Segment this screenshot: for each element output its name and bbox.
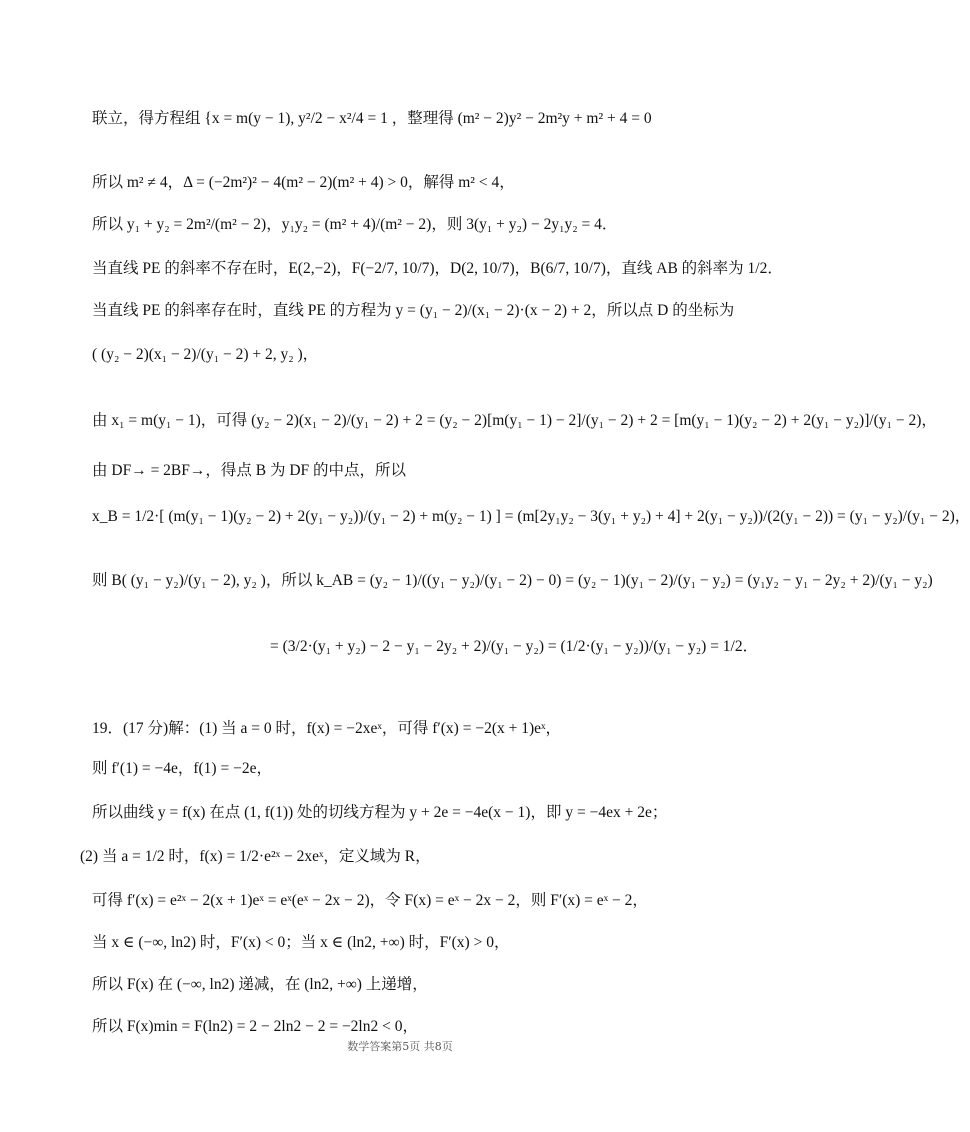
text-line-monotonicity-sign: 当 x ∈ (−∞, ln2) 时，F′(x) < 0；当 x ∈ (ln2, +∞) 时，F′(x) > 0， (92, 934, 510, 951)
text-line-monotonicity: 所以 F(x) 在 (−∞, ln2) 递减，在 (ln2, +∞) 上递增， (92, 976, 428, 993)
text-line-xb: x_B = 1/2·[ (m(y₁ − 1)(y₂ − 2) + 2(y₁ − y₂))/(y₁ − 2) + m(y₂ − 1) ] = (m[2y₁y₂ − 3(y₁ + y₂) + 4] + 2(y₁ − y₂))/(2(y₁ − 2)) = (y₁ − y₂)/(y₁ − 2)， (92, 508, 970, 525)
text-line-substitution: 由 x₁ = m(y₁ − 1)，可得 (y₂ − 2)(x₁ − 2)/(y₁ − 2) + 2 = (y₂ − 2)[m(y₁ − 1) − 2]/(y₁ − 2) + 2 = [m(y₁ − 1)(y₂ − 2) + 2(y₁ − y₂)]/(y₁ − 2)， (92, 412, 937, 429)
text-line-line-pe-equation: 当直线 PE 的斜率存在时，直线 PE 的方程为 y = (y₁ − 2)/(x₁ − 2)·(x − 2) + 2，所以点 D 的坐标为 (92, 302, 735, 319)
text-line-slope-undefined: 当直线 PE 的斜率不存在时，E(2,−2)，F(−2/7, 10/7)，D(2, 10/7)，B(6/7, 10/7)，直线 AB 的斜率为 1/2． (92, 260, 783, 277)
text-line-vieta: 所以 y₁ + y₂ = 2m²/(m² − 2)，y₁y₂ = (m² + 4)/(m² − 2)，则 3(y₁ + y₂) − 2y₁y₂ = 4． (92, 216, 618, 233)
text-line-kab: 则 B( (y₁ − y₂)/(y₁ − 2), y₂ )，所以 k_AB = (y₂ − 1)/((y₁ − y₂)/(y₁ − 2) − 0) = (y₂ − 1)(y₁ − 2)/(y₁ − y₂) = (y₁y₂ − y₁ − 2y₂ + 2)/(y₁ − y₂) (92, 572, 933, 589)
text-line-discriminant: 所以 m² ≠ 4，Δ = (−2m²)² − 4(m² − 2)(m² + 4) > 0，解得 m² < 4， (92, 174, 515, 191)
text-line-q19-part2: (2) 当 a = 1/2 时，f(x) = 1/2·e²ˣ − 2xeˣ，定义域为 R， (80, 848, 431, 865)
text-line-system-of-equations: 联立，得方程组 {x = m(y − 1), y²/2 − x²/4 = 1 ，整理得 (m² − 2)y² − 2m²y + m² + 4 = 0 (92, 110, 652, 127)
page-footer: 数学答案第5页 共8页 (347, 1040, 453, 1053)
text-line-fprime: 可得 f′(x) = e²ˣ − 2(x + 1)eˣ = eˣ(eˣ − 2x − 2)，令 F(x) = eˣ − 2x − 2，则 F′(x) = eˣ − 2， (92, 892, 648, 909)
text-line-kab-result: = (3/2·(y₁ + y₂) − 2 − y₁ − 2y₂ + 2)/(y₁ − y₂) = (1/2·(y₁ − y₂))/(y₁ − y₂) = 1/2． (270, 638, 759, 655)
text-line-midpoint: 由 DF→ = 2BF→，得点 B 为 DF 的中点，所以 (92, 462, 407, 479)
text-line-q19-part1: 19．(17 分)解：(1) 当 a = 0 时，f(x) = −2xeˣ，可得 f′(x) = −2(x + 1)eˣ， (92, 720, 562, 737)
text-line-tangent: 所以曲线 y = f(x) 在点 (1, f(1)) 处的切线方程为 y + 2e = −4e(x − 1)，即 y = −4ex + 2e； (92, 804, 668, 821)
text-line-point-d: ( (y₂ − 2)(x₁ − 2)/(y₁ − 2) + 2, y₂ )， (92, 346, 319, 363)
text-line-derivative-values: 则 f′(1) = −4e，f(1) = −2e， (92, 760, 272, 777)
text-line-minimum: 所以 F(x)min = F(ln2) = 2 − 2ln2 − 2 = −2ln2 < 0， (92, 1018, 418, 1035)
